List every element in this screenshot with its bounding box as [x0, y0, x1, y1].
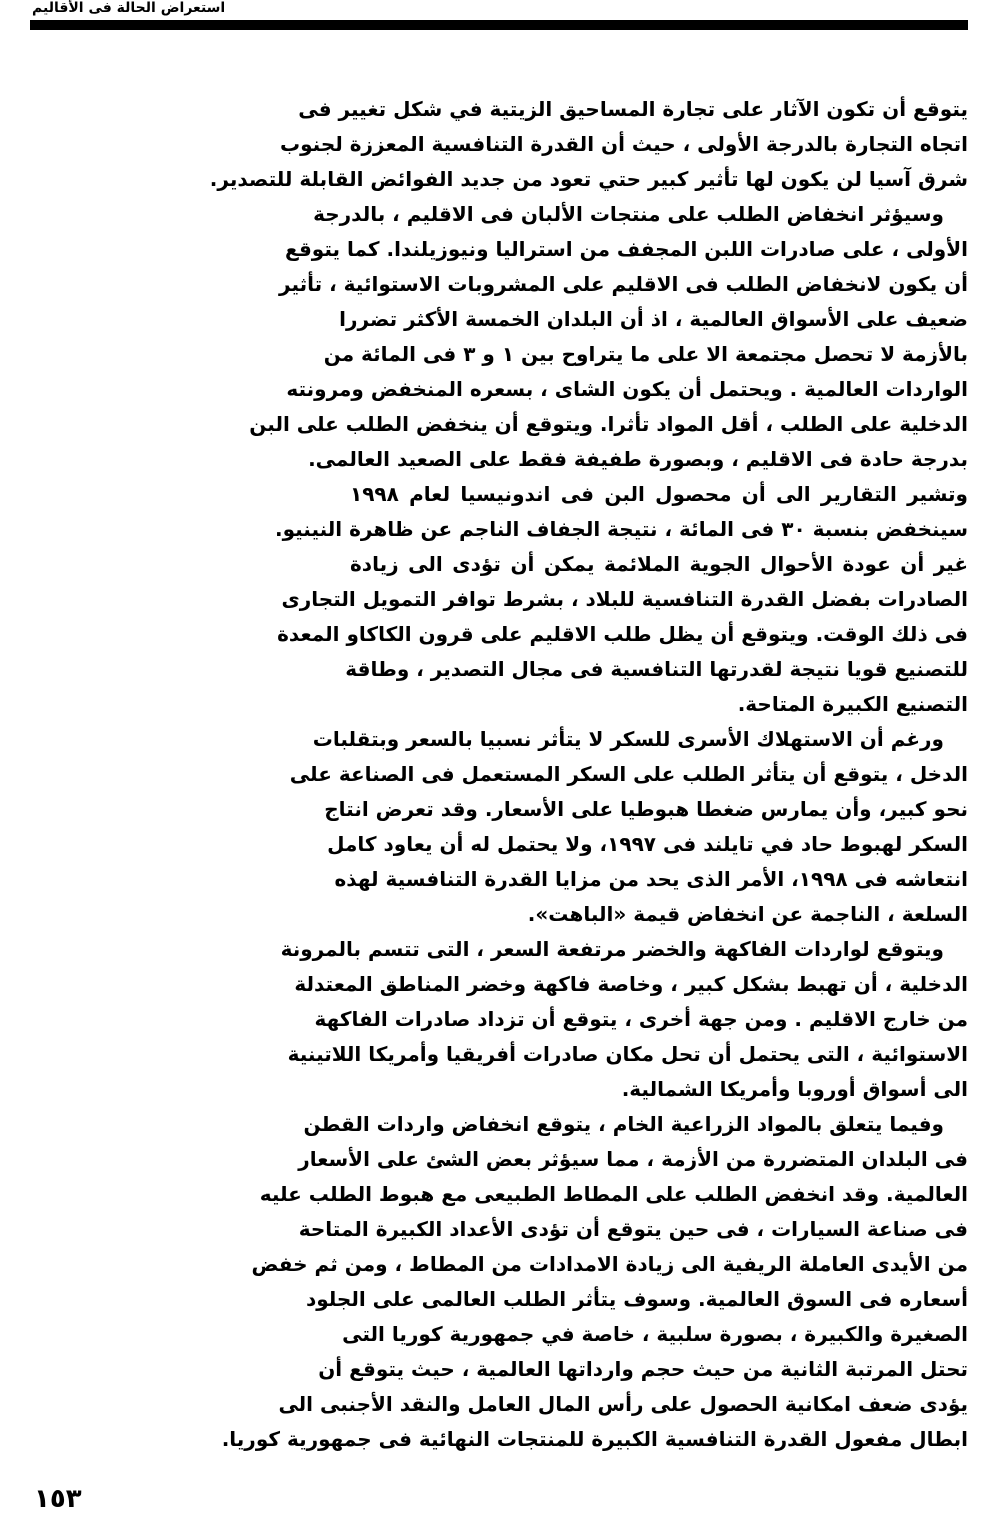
paragraph	[249, 197, 968, 722]
text-line: يتوقع أن تكون الآثار على تجارة المساحيق الزيتية في شكل تغيير فى	[298, 97, 968, 121]
paragraph	[280, 932, 968, 1107]
body-text	[209, 92, 968, 1457]
text-line: فى البلدان المتضررة من الأزمة ، مما سيؤثر بعض الشئ على الأسعار	[298, 1147, 968, 1171]
text-line: أسعاره فى السوق العالمية. وسوف يتأثر الطلب العالمى على الجلود	[305, 1287, 968, 1311]
text-line: انتعاشه فى ١٩٩٨، الأمر الذى يحد من مزايا القدرة التنافسية لهذه	[334, 867, 968, 891]
paragraph	[221, 1107, 968, 1457]
text-line: الأولى ، على صادرات اللبن المجفف من استراليا ونيوزيلندا. كما يتوقع	[285, 237, 968, 261]
text-line: بدرجة حادة فى الاقليم ، وبصورة طفيفة فقط على الصعيد العالمى.	[308, 447, 968, 471]
text-line: تحتل المرتبة الثانية من حيث حجم وارداتها العالمية ، حيث يتوقع أن	[318, 1357, 968, 1381]
text-line: الى أسواق أوروبا وأمريكا الشمالية.	[621, 1077, 968, 1101]
paragraph	[209, 92, 968, 197]
text-line: شرق آسيا لن يكون لها تأثير كبير حتي تعود من جديد الفوائض القابلة للتصدير.	[209, 167, 968, 191]
text-line: الاستوائية ، التى يحتمل أن تحل مكان صادرات أفريقيا وأمريكا اللاتينية	[287, 1042, 968, 1066]
text-line: ويتوقع لواردات الفاكهة والخضر مرتفعة السعر ، التى تتسم بالمرونة	[280, 937, 944, 961]
text-line: العالمية. وقد انخفض الطلب على المطاط الطبيعى مع هبوط الطلب عليه	[259, 1182, 968, 1206]
text-line: نحو كبير، وأن يمارس ضغطا هبوطيا على الأسعار. وقد تعرض انتاج	[324, 797, 968, 821]
text-line: فى ذلك الوقت. ويتوقع أن يظل طلب الاقليم على قرون الكاكاو المعدة	[277, 622, 968, 646]
text-line: من خارج الاقليم . ومن جهة أخرى ، يتوقع أن تزداد صادرات الفاكهة	[314, 1007, 968, 1031]
text-line: الواردات العالمية . ويحتمل أن يكون الشاى ، بسعره المنخفض ومرونته	[286, 377, 968, 401]
text-line: أن يكون لانخفاض الطلب فى الاقليم على المشروبات الاستوائية ، تأثير	[279, 272, 968, 296]
text-line: وفيما يتعلق بالمواد الزراعية الخام ، يتوقع انخفاض واردات القطن	[303, 1112, 944, 1136]
text-line: يؤدى ضعف امكانية الحصول على رأس المال العامل والنقد الأجنبى الى	[278, 1392, 968, 1416]
running-title: استعراض الحالة فى الأقاليم	[32, 0, 226, 16]
text-line: للتصنيع قويا نتيجة لقدرتها التنافسية فى مجال التصدير ، وطاقة	[345, 657, 968, 681]
text-line: التصنيع الكبيرة المتاحة.	[737, 692, 968, 716]
text-line: الدخلية ، أن تهبط بشكل كبير ، وخاصة فاكهة وخضر المناطق المعتدلة	[294, 972, 968, 996]
text-line: الصادرات بفضل القدرة التنافسية للبلاد ، بشرط توافر التمويل التجارى	[281, 587, 968, 611]
text-line: السكر لهبوط حاد في تايلند فى ١٩٩٧، ولا يحتمل له أن يعاود كامل	[327, 832, 968, 856]
text-line: وسيؤثر انخفاض الطلب على منتجات الألبان فى الاقليم ، بالدرجة	[313, 202, 944, 226]
text-line: فى صناعة السيارات ، فى حين يتوقع أن تؤدى الأعداد الكبيرة المتاحة	[298, 1217, 968, 1241]
text-line: ابطال مفعول القدرة التنافسية الكبيرة للمنتجات النهائية فى جمهورية كوريا.	[221, 1427, 968, 1451]
paragraph	[289, 722, 968, 932]
text-line: وتشير التقارير الى أن محصول البن فى اندونيسيا لعام ١٩٩٨	[350, 482, 968, 506]
text-line: السلعة ، الناجمة عن انخفاض قيمة «الباهت».	[527, 902, 968, 926]
header-rule	[30, 20, 968, 30]
text-line: بالأزمة لا تحصل مجتمعة الا على ما يتراوح بين ١ و ٣ فى المائة من	[323, 342, 968, 366]
text-line: الصغيرة والكبيرة ، بصورة سلبية ، خاصة في جمهورية كوريا التى	[342, 1322, 968, 1346]
text-line: الدخلية على الطلب ، أقل المواد تأثرا. ويتوقع أن ينخفض الطلب على البن	[249, 412, 968, 436]
text-line: من الأيدى العاملة الريفية الى زيادة الامدادات من المطاط ، ومن ثم خفض	[251, 1252, 968, 1276]
text-line: الدخل ، يتوقع أن يتأثر الطلب على السكر المستعمل فى الصناعة على	[289, 762, 968, 786]
text-line: غير أن عودة الأحوال الجوية الملائمة يمكن أن تؤدى الى زيادة	[350, 552, 968, 576]
text-line: سينخفض بنسبة ٣٠ فى المائة ، نتيجة الجفاف الناجم عن ظاهرة النينيو.	[275, 517, 968, 541]
text-line: ضعيف على الأسواق العالمية ، اذ أن البلدان الخمسة الأكثر تضررا	[339, 307, 968, 331]
page-number: ١٥٣	[34, 1484, 82, 1514]
text-line: ورغم أن الاستهلاك الأسرى للسكر لا يتأثر نسبيا بالسعر وبتقلبات	[312, 727, 944, 751]
text-line: اتجاه التجارة بالدرجة الأولى ، حيث أن القدرة التنافسية المعززة لجنوب	[280, 132, 968, 156]
